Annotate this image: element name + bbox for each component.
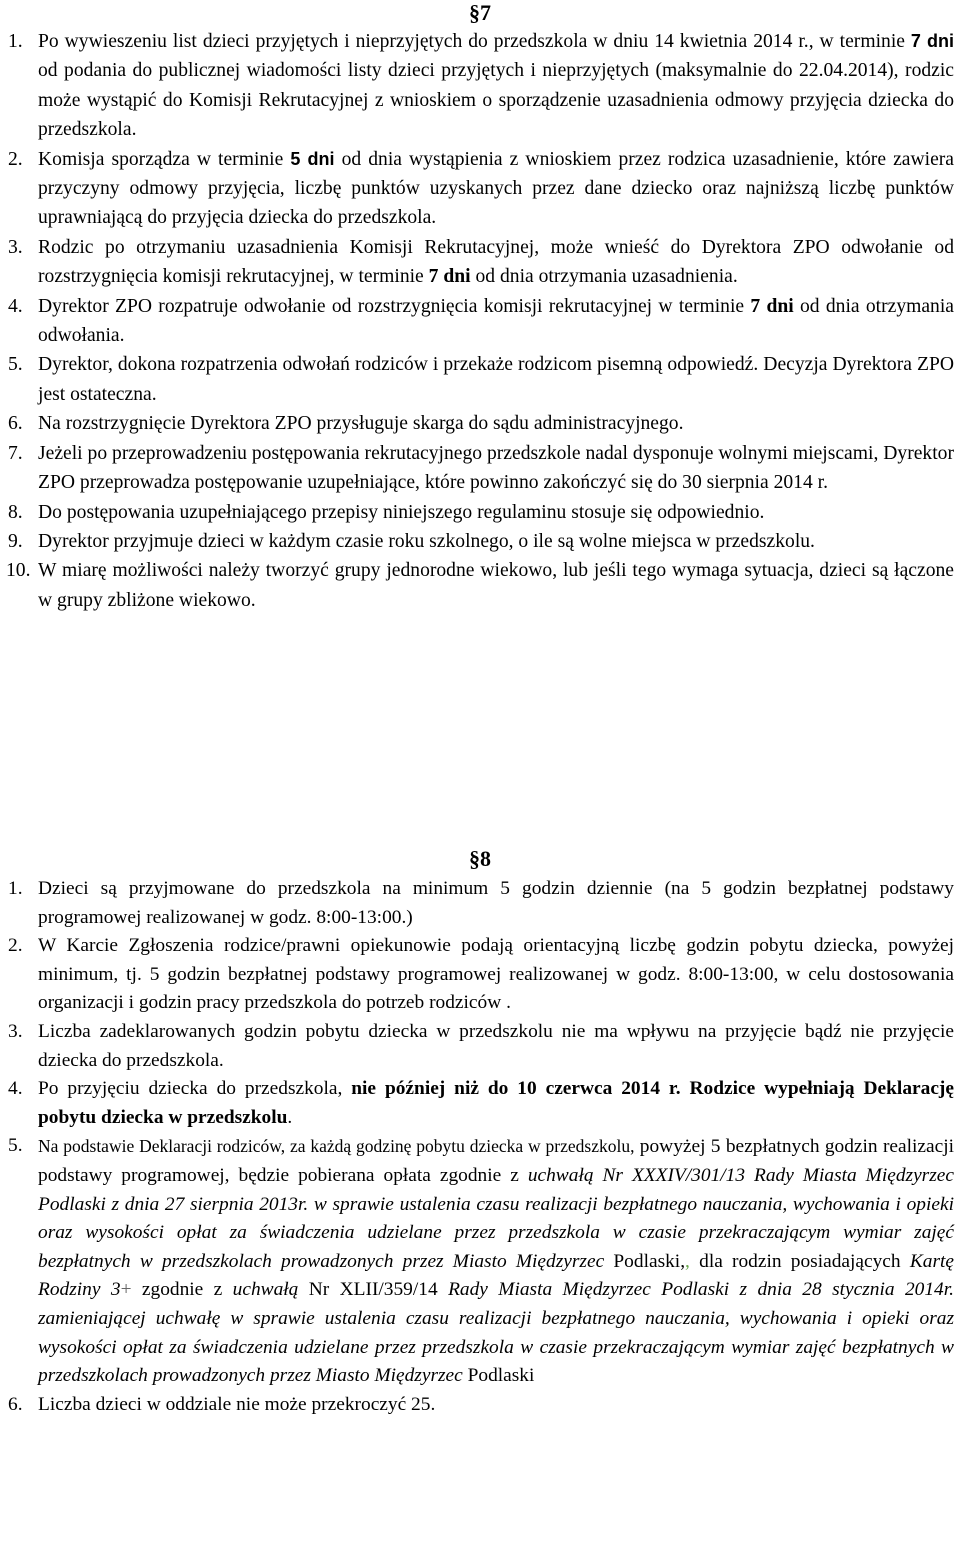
text-run: Podlaski, <box>604 1250 686 1272</box>
text-run: Liczba zadeklarowanych godzin pobytu dziecka w przedszkolu nie ma wpływu na przyjęcie bądź nie przyjęcie dziecka do przedszkola. <box>38 1020 954 1071</box>
text-run: . <box>287 1106 293 1128</box>
text-run: Podlaski <box>462 1365 535 1387</box>
item-number: 5. <box>8 354 23 376</box>
item-text <box>38 1391 954 1420</box>
list-item <box>0 1018 960 1075</box>
item-text <box>38 1132 954 1390</box>
list-item <box>0 556 960 615</box>
text-run: Dzieci są przyjmowane do przedszkola na minimum 5 godzin dziennie (na 5 godzin bezpłatnej podstawy programowej realizowanej w godz. 8:00-13:00.) <box>38 878 954 928</box>
text-run: Po wywieszeniu list dzieci przyjętych i nieprzyjętych do przedszkola w dniu 14 kwietnia 2014 r., w terminie <box>38 31 911 52</box>
text-run: Kartę Rodziny 3 <box>38 1250 954 1301</box>
item-number: 2. <box>8 148 23 170</box>
item-number: 5. <box>8 1135 23 1157</box>
text-run: zgodnie z <box>131 1279 233 1301</box>
text-run: Dyrektor ZPO rozpatruje odwołanie od rozstrzygnięcia komisji rekrutacyjnej w terminie <box>38 295 751 317</box>
text-run: 7 dni <box>428 266 471 288</box>
text-run: 7 dni <box>750 295 794 317</box>
list-item <box>0 1132 960 1390</box>
list-item <box>0 409 960 438</box>
item-number: 1. <box>8 878 23 899</box>
item-number: 6. <box>8 413 23 435</box>
text-run: Na rozstrzygnięcie Dyrektora ZPO przysługuje skarga do sądu administracyjnego. <box>38 413 684 435</box>
item-number: 4. <box>8 295 23 317</box>
item-text <box>38 875 954 932</box>
item-text <box>38 292 954 351</box>
list-item <box>0 292 960 351</box>
item-text <box>38 527 954 556</box>
section-8-heading: §8 <box>469 846 491 871</box>
text-run: 7 dni <box>910 31 954 51</box>
text-run: Nr XLII/359/14 <box>298 1279 449 1301</box>
item-number: 1. <box>8 31 23 52</box>
item-number: 2. <box>8 935 23 957</box>
section-7-heading: §7 <box>469 0 491 25</box>
item-number: 10. <box>6 560 31 582</box>
item-text <box>38 145 954 233</box>
section-7-list <box>0 27 960 615</box>
item-number: 6. <box>8 1393 23 1415</box>
list-item <box>0 932 960 1018</box>
text-run: Liczba dzieci w oddziale nie może przekroczyć 25. <box>38 1393 436 1415</box>
text-run: Dyrektor, dokona rozpatrzenia odwołań rodziców i przekaże rodzicom pisemną odpowiedź. Decyzja Dyrektora ZPO jest ostateczna. <box>38 354 954 405</box>
text-run: od podania do publicznej wiadomości listy dzieci przyjętych i nieprzyjętych (maksymalnie do 22.04.2014), rodzic może wystąpić do Komisji Rekrutacyjnej z wnioskiem o sporządzenie uzasadnienia odmowy przyjęcia dziecka do przedszkola. <box>38 60 954 141</box>
text-run: od dnia wystąpienia z wnioskiem przez rodzica uzasadnienie, które zawiera przyczyny odmowy przyjęcia, liczbę punktów uzyskanych przez dane dziecko oraz najniższą liczbę punktów uprawniającą do przyjęcia dziecka do przedszkola. <box>38 148 954 229</box>
text-run: Jeżeli po przeprowadzeniu postępowania rekrutacyjnego przedszkole nadal dysponuje wolnymi miejscami, Dyrektor ZPO przeprowadza postępowanie uzupełniające, które powinno zakończyć się do 30 sierpnia 2014 r. <box>38 442 954 494</box>
text-run: , <box>685 1250 690 1272</box>
list-item <box>0 527 960 556</box>
item-text <box>38 1018 954 1075</box>
text-run: dla rodzin posiadających <box>689 1250 910 1272</box>
text-run: Na podstawie Deklaracji rodziców, za każdą godzinę pobytu dziecka w przedszkolu, <box>38 1136 635 1157</box>
list-item <box>0 439 960 498</box>
item-text <box>38 27 954 145</box>
item-text <box>38 932 954 1018</box>
item-text <box>38 556 954 615</box>
list-item <box>0 1075 960 1132</box>
item-number: 3. <box>8 236 23 258</box>
item-text <box>38 1075 954 1132</box>
item-number: 7. <box>8 442 23 464</box>
text-run: + <box>120 1279 132 1301</box>
text-run: nie później niż do 10 czerwca 2014 r. Rodzice wypełniają Deklarację pobytu dziecka w przedszkolu <box>38 1078 954 1128</box>
text-run: Dyrektor przyjmuje dzieci w każdym czasie roku szkolnego, o ile są wolne miejsca w przedszkolu. <box>38 530 815 552</box>
item-number: 3. <box>8 1020 23 1042</box>
text-run: od dnia otrzymania uzasadnienia. <box>470 266 738 288</box>
list-item <box>0 27 960 145</box>
text-run: W miarę możliwości należy tworzyć grupy jednorodne wiekowo, lub jeśli tego wymaga sytuacja, dzieci są łączone w grupy zbliżone wiekowo. <box>38 560 954 611</box>
item-number: 9. <box>8 530 23 552</box>
text-run: Komisja sporządza w terminie <box>38 148 291 170</box>
item-text <box>38 350 954 409</box>
text-run: Rodzic po otrzymaniu uzasadnienia Komisji Rekrutacyjnej, może wnieść do Dyrektora ZPO odwołanie od rozstrzygnięcia komisji rekrutacyjnej, w terminie <box>38 236 954 288</box>
item-text <box>38 233 954 292</box>
text-run: Do postępowania uzupełniającego przepisy niniejszego regulaminu stosuje się odpowiednio. <box>38 501 765 523</box>
text-run: od dnia otrzymania odwołania. <box>38 295 954 347</box>
list-item <box>0 498 960 527</box>
list-item <box>0 1391 960 1420</box>
section-8-list <box>0 875 960 1419</box>
text-run: uchwałą Nr XXXIV/301/13 Rady Miasta Międzyrzec Podlaski z dnia 27 sierpnia 2013r. w sprawie ustalenia czasu realizacji bezpłatnego nauczania, wychowania i opieki oraz wysokości opłat za świadczenia udzielane przez przedszkola w czasie przekraczającym wymiar zajęć bezpłatnych w przedszkolach prowadzonych przez Miasto Międzyrzec <box>38 1164 954 1272</box>
text-run: Po przyjęciu dziecka do przedszkola, <box>38 1078 352 1100</box>
item-text <box>38 439 954 498</box>
text-run: uchwałą <box>232 1279 299 1301</box>
list-item <box>0 233 960 292</box>
text-run: W Karcie Zgłoszenia rodzice/prawni opiekunowie podają orientacyjną liczbę godzin pobytu dziecka, powyżej minimum, tj. 5 godzin bezpłatnej podstawy programowej realizowanej w godz. 8:00-13:00, w celu dostosowania organizacji i godzin pracy przedszkola do potrzeb rodziców . <box>38 935 954 1014</box>
text-run: Rady Miasta Międzyrzec Podlaski z dnia 28 stycznia 2014r. zamieniającej uchwałę w sprawie ustalenia czasu realizacji bezpłatnego nauczania, wychowania i opieki oraz wysokości opłat za świadczenia udzielane przez przedszkola w czasie przekraczającym wymiar zajęć bezpłatnych w przedszkolach prowadzonych przez Miasto Międzyrzec <box>38 1279 954 1387</box>
text-run: 5 dni <box>290 148 335 169</box>
text-run: powyżej 5 bezpłatnych godzin realizacji podstawy programowej, będzie pobierana opłata zgodnie z <box>38 1136 954 1186</box>
list-item <box>0 875 960 932</box>
item-number: 8. <box>8 501 23 523</box>
list-item <box>0 145 960 233</box>
list-item <box>0 350 960 409</box>
item-number: 4. <box>8 1078 23 1100</box>
item-text <box>38 498 954 527</box>
item-text <box>38 409 954 438</box>
